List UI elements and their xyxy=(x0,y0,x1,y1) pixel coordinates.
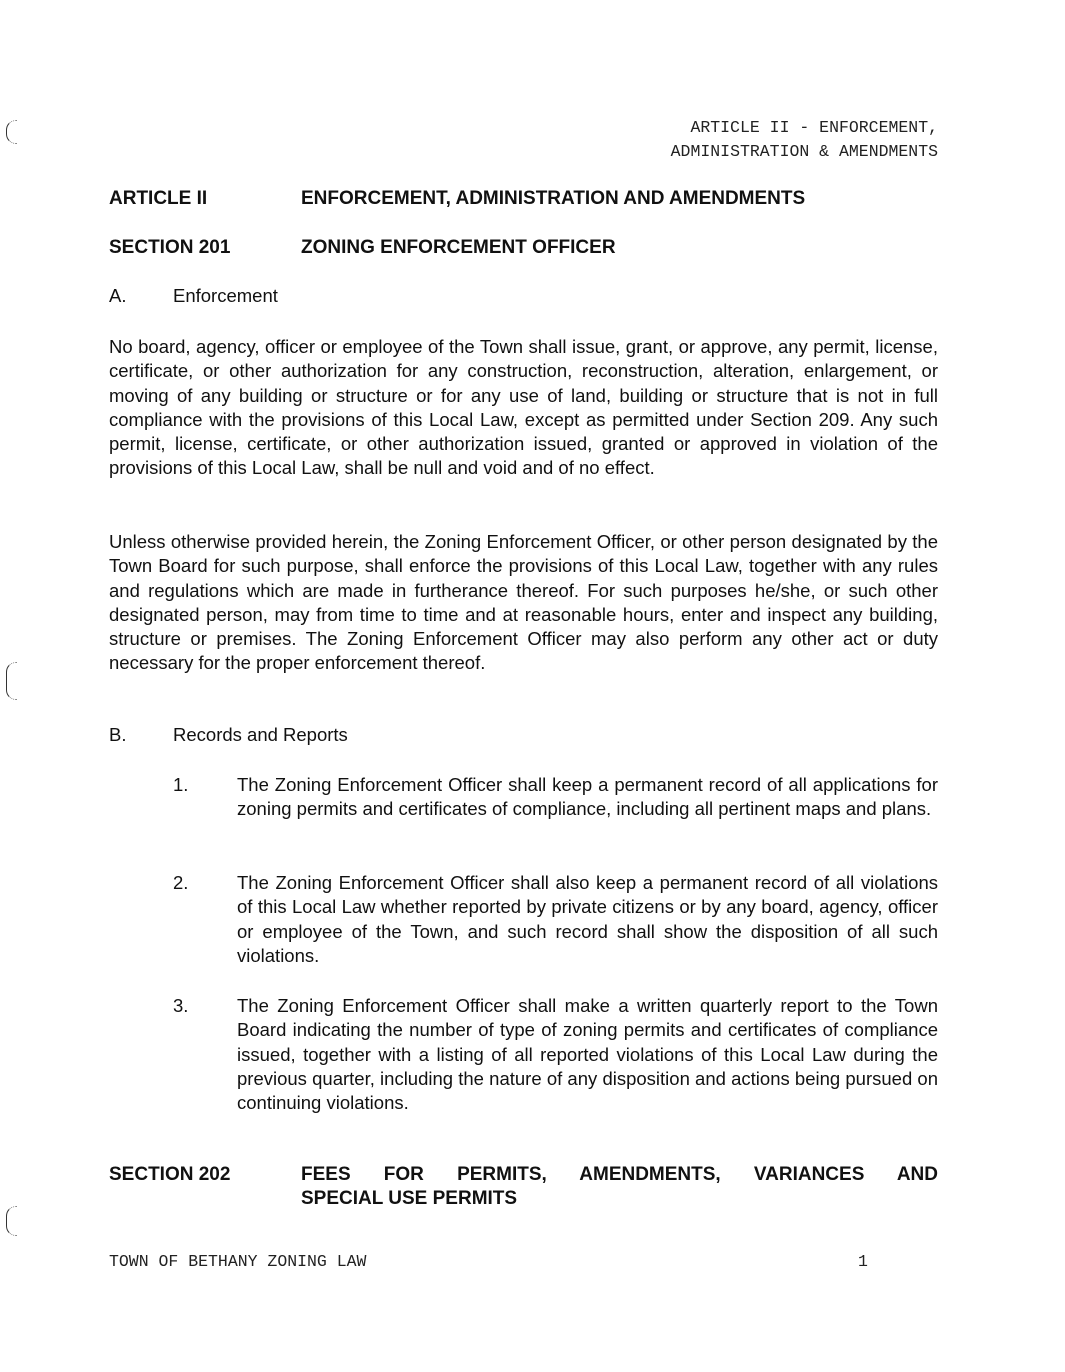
section-201-title: ZONING ENFORCEMENT OFFICER xyxy=(301,237,616,258)
section-202-title-line-2: SPECIAL USE PERMITS xyxy=(301,1188,518,1209)
section-202-title xyxy=(301,1163,938,1211)
article-title: ENFORCEMENT, ADMINISTRATION AND AMENDMENTS xyxy=(301,188,806,209)
running-header-line-1: ARTICLE II - ENFORCEMENT, xyxy=(690,118,938,137)
list-item-number: 2. xyxy=(173,872,189,893)
running-header-line-2: ADMINISTRATION & AMENDMENTS xyxy=(670,142,938,161)
footer-document-name: TOWN OF BETHANY ZONING LAW xyxy=(109,1252,367,1271)
subsection-a-label: Enforcement xyxy=(173,285,278,306)
subsection-b-label: Records and Reports xyxy=(173,724,348,745)
article-number: ARTICLE II xyxy=(109,188,208,209)
punch-hole-mark-bottom xyxy=(6,1206,17,1236)
punch-hole-mark-middle xyxy=(6,662,17,700)
list-item-text: The Zoning Enforcement Officer shall also keep a permanent record of all violations of this Local Law whether reported by private citizens or by any board, agency, officer or employee of the Town, and such record shall show the disposition of all such violations. xyxy=(237,872,938,966)
section-202-number: SECTION 202 xyxy=(109,1164,231,1185)
list-item-text: The Zoning Enforcement Officer shall make a written quarterly report to the Town Board indicating the number of type of zoning permits and certificates of compliance issued, together with a listing of all reported violations of this Local Law during the previous quarter, including the nature of any disposition and actions being pursued on continuing violations. xyxy=(237,995,938,1114)
subsection-a-letter: A. xyxy=(109,285,127,306)
section-202-title-line-1: FEES FOR PERMITS, AMENDMENTS, VARIANCES AND xyxy=(301,1164,938,1185)
subsection-b-letter: B. xyxy=(109,724,127,745)
punch-hole-mark-top xyxy=(6,120,17,144)
enforcement-paragraph-1: No board, agency, officer or employee of the Town shall issue, grant, or approve, any permit, license, certificate, or other authorization for any construction, reconstruction, alteration, enlargement, or moving of any building or structure or for any use of land, building or structure that is not in full compliance with the provisions of this Local Law, except as permitted under Section 209. Any such permit, license, certificate, or other authorization issued, granted or approved in violation of the provisions of this Local Law, shall be null and void and of no effect. xyxy=(109,336,938,479)
section-201-number: SECTION 201 xyxy=(109,237,231,258)
footer-page-number: 1 xyxy=(858,1252,868,1271)
list-item-number: 1. xyxy=(173,774,189,795)
list-item-number: 3. xyxy=(173,995,189,1016)
list-item-text: The Zoning Enforcement Officer shall keep a permanent record of all applications for zoning permits and certificates of compliance, including all pertinent maps and plans. xyxy=(237,774,938,820)
enforcement-paragraph-2: Unless otherwise provided herein, the Zoning Enforcement Officer, or other person designated by the Town Board for such purpose, shall enforce the provisions of this Local Law, together with any rules and regulations which are made in furtherance thereof. For such purposes he/she, or such other designated person, may from time to time and at reasonable hours, enter and inspect any building, structure or premises. The Zoning Enforcement Officer may also perform any other act or duty necessary for the proper enforcement thereof. xyxy=(109,531,938,674)
running-header xyxy=(671,116,938,164)
